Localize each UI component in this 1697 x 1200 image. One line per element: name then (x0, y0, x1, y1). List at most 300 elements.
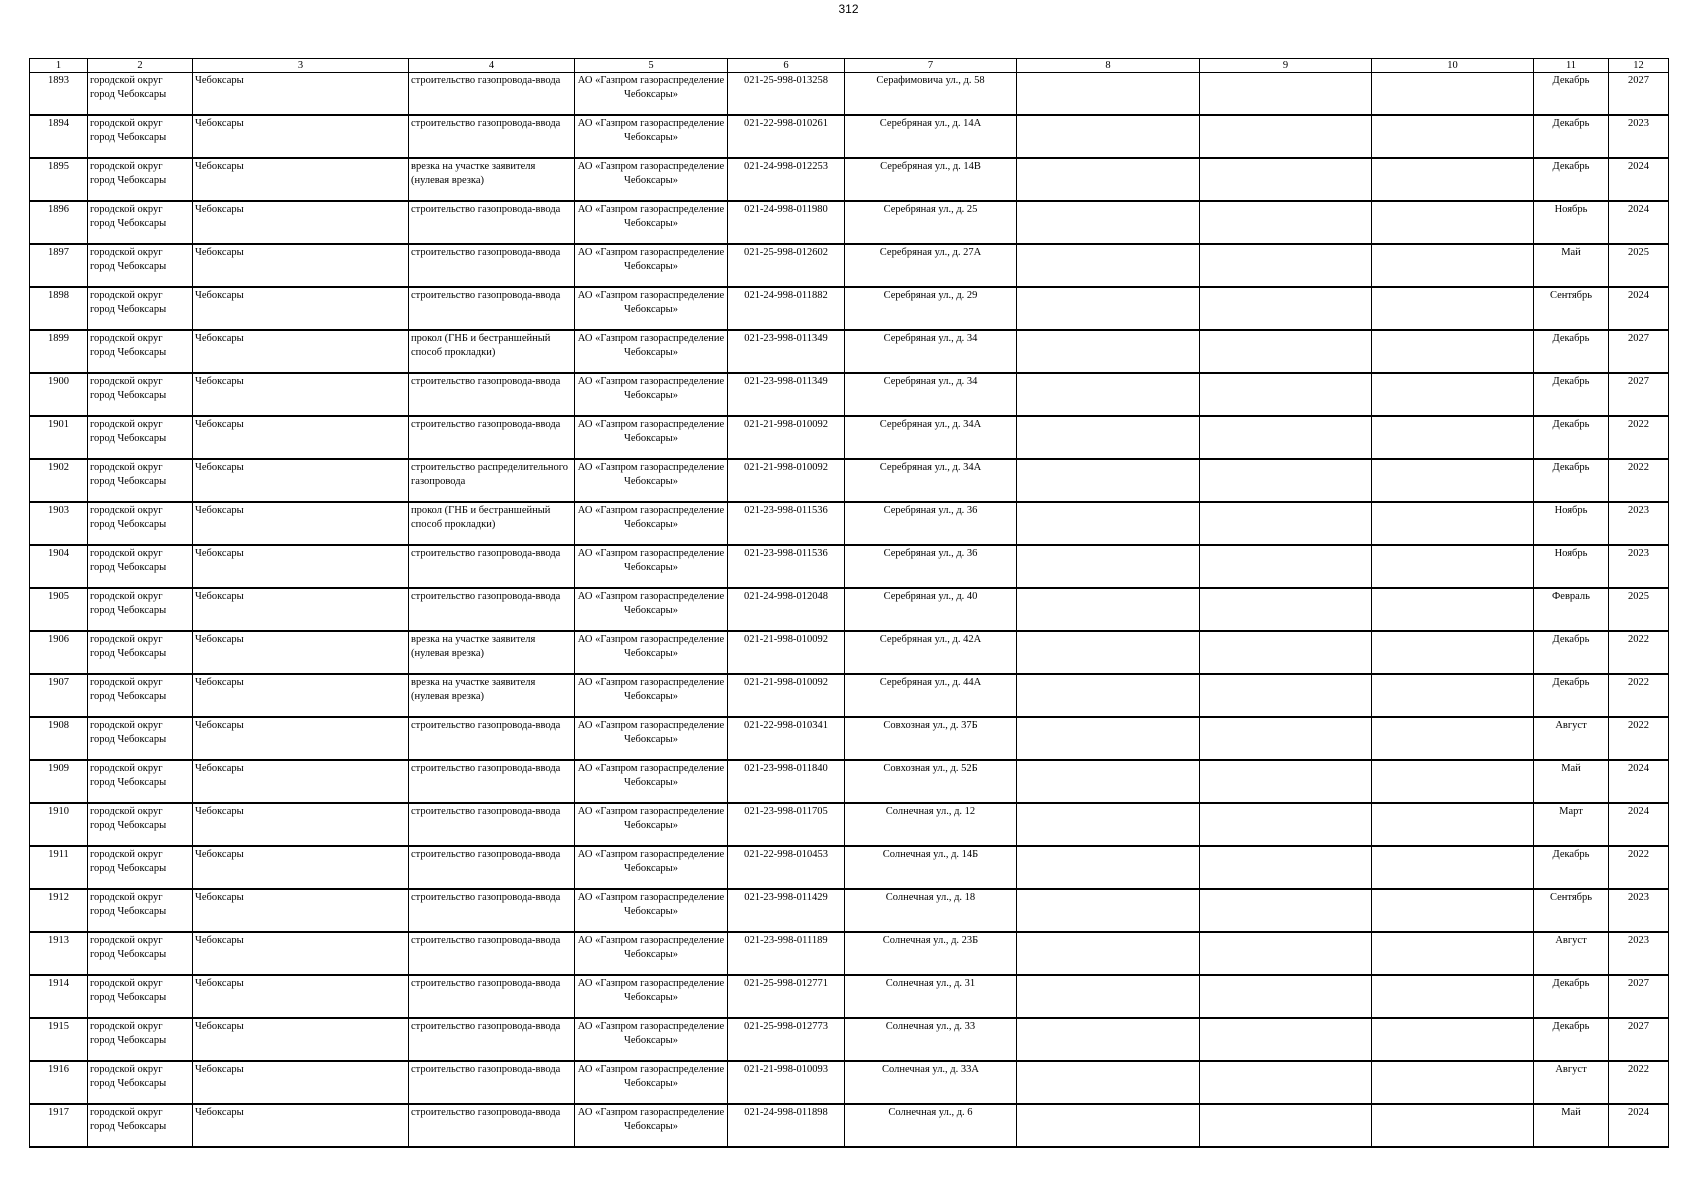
column-header-10: 10 (1372, 59, 1534, 73)
cell-number: 1911 (30, 846, 88, 889)
column-header-4: 4 (409, 59, 575, 73)
cell-address: Серебряная ул., д. 34А (845, 459, 1017, 502)
cell-column-9 (1200, 373, 1372, 416)
cell-work-type: строительство газопровода-ввода (409, 115, 575, 158)
cell-request-code: 021-25-998-012771 (728, 975, 845, 1018)
cell-request-code: 021-23-998-011536 (728, 545, 845, 588)
cell-column-10 (1372, 373, 1534, 416)
cell-organization: АО «Газпром газораспределение Чебоксары» (575, 545, 728, 588)
cell-month: Ноябрь (1534, 502, 1609, 545)
cell-work-type: строительство газопровода-ввода (409, 244, 575, 287)
cell-request-code: 021-25-998-012602 (728, 244, 845, 287)
cell-organization: АО «Газпром газораспределение Чебоксары» (575, 674, 728, 717)
cell-column-8 (1017, 889, 1200, 932)
cell-column-8 (1017, 1061, 1200, 1104)
cell-year: 2022 (1609, 459, 1669, 502)
cell-district: городской округ город Чебоксары (88, 631, 193, 674)
cell-address: Солнечная ул., д. 33А (845, 1061, 1017, 1104)
cell-organization: АО «Газпром газораспределение Чебоксары» (575, 459, 728, 502)
cell-district: городской округ город Чебоксары (88, 416, 193, 459)
column-header-1: 1 (30, 59, 88, 73)
cell-address: Серебряная ул., д. 29 (845, 287, 1017, 330)
cell-work-type: строительство газопровода-ввода (409, 201, 575, 244)
cell-locality: Чебоксары (193, 1061, 409, 1104)
cell-column-8 (1017, 975, 1200, 1018)
cell-month: Декабрь (1534, 846, 1609, 889)
cell-month: Февраль (1534, 588, 1609, 631)
cell-column-9 (1200, 1104, 1372, 1147)
cell-district: городской округ город Чебоксары (88, 1061, 193, 1104)
cell-district: городской округ город Чебоксары (88, 201, 193, 244)
cell-work-type: строительство газопровода-ввода (409, 846, 575, 889)
cell-column-8 (1017, 932, 1200, 975)
cell-column-8 (1017, 1018, 1200, 1061)
table-row (30, 932, 1669, 975)
cell-locality: Чебоксары (193, 846, 409, 889)
cell-work-type: врезка на участке заявителя (нулевая врезка) (409, 158, 575, 201)
cell-column-9 (1200, 244, 1372, 287)
table-row (30, 287, 1669, 330)
cell-locality: Чебоксары (193, 975, 409, 1018)
page-number: 312 (838, 2, 859, 16)
cell-year: 2027 (1609, 1018, 1669, 1061)
cell-address: Солнечная ул., д. 6 (845, 1104, 1017, 1147)
cell-request-code: 021-21-998-010092 (728, 459, 845, 502)
cell-column-9 (1200, 588, 1372, 631)
cell-month: Май (1534, 760, 1609, 803)
cell-locality: Чебоксары (193, 803, 409, 846)
cell-request-code: 021-24-998-011898 (728, 1104, 845, 1147)
cell-column-10 (1372, 330, 1534, 373)
cell-district: городской округ город Чебоксары (88, 760, 193, 803)
table-row (30, 158, 1669, 201)
cell-locality: Чебоксары (193, 115, 409, 158)
cell-column-10 (1372, 502, 1534, 545)
cell-column-8 (1017, 760, 1200, 803)
cell-column-9 (1200, 1018, 1372, 1061)
table-row (30, 244, 1669, 287)
cell-work-type: прокол (ГНБ и бестраншейный способ прокладки) (409, 330, 575, 373)
table-row (30, 201, 1669, 244)
cell-month: Ноябрь (1534, 545, 1609, 588)
cell-column-9 (1200, 631, 1372, 674)
cell-month: Август (1534, 932, 1609, 975)
cell-district: городской округ город Чебоксары (88, 115, 193, 158)
cell-district: городской округ город Чебоксары (88, 1104, 193, 1147)
table-row (30, 73, 1669, 116)
cell-column-9 (1200, 932, 1372, 975)
cell-column-9 (1200, 760, 1372, 803)
cell-column-9 (1200, 846, 1372, 889)
cell-column-10 (1372, 975, 1534, 1018)
cell-column-10 (1372, 760, 1534, 803)
cell-organization: АО «Газпром газораспределение Чебоксары» (575, 631, 728, 674)
cell-locality: Чебоксары (193, 674, 409, 717)
cell-year: 2024 (1609, 287, 1669, 330)
cell-district: городской округ город Чебоксары (88, 244, 193, 287)
cell-district: городской округ город Чебоксары (88, 717, 193, 760)
cell-month: Ноябрь (1534, 201, 1609, 244)
cell-locality: Чебоксары (193, 760, 409, 803)
cell-year: 2027 (1609, 73, 1669, 116)
cell-organization: АО «Газпром газораспределение Чебоксары» (575, 416, 728, 459)
cell-number: 1917 (30, 1104, 88, 1147)
cell-month: Август (1534, 1061, 1609, 1104)
cell-work-type: строительство газопровода-ввода (409, 416, 575, 459)
cell-locality: Чебоксары (193, 416, 409, 459)
table-row (30, 115, 1669, 158)
cell-column-10 (1372, 631, 1534, 674)
cell-organization: АО «Газпром газораспределение Чебоксары» (575, 932, 728, 975)
cell-request-code: 021-21-998-010092 (728, 631, 845, 674)
table-row (30, 1061, 1669, 1104)
cell-district: городской округ город Чебоксары (88, 975, 193, 1018)
cell-work-type: строительство распределительного газопровода (409, 459, 575, 502)
cell-column-8 (1017, 846, 1200, 889)
cell-column-10 (1372, 459, 1534, 502)
cell-column-10 (1372, 932, 1534, 975)
cell-work-type: строительство газопровода-ввода (409, 588, 575, 631)
cell-column-8 (1017, 416, 1200, 459)
cell-locality: Чебоксары (193, 588, 409, 631)
cell-work-type: строительство газопровода-ввода (409, 803, 575, 846)
table-row (30, 717, 1669, 760)
table-row (30, 846, 1669, 889)
cell-column-10 (1372, 1018, 1534, 1061)
column-header-8: 8 (1017, 59, 1200, 73)
cell-district: городской округ город Чебоксары (88, 1018, 193, 1061)
cell-column-8 (1017, 73, 1200, 116)
cell-column-10 (1372, 545, 1534, 588)
cell-locality: Чебоксары (193, 502, 409, 545)
column-header-2: 2 (88, 59, 193, 73)
cell-column-10 (1372, 201, 1534, 244)
cell-address: Солнечная ул., д. 18 (845, 889, 1017, 932)
cell-district: городской округ город Чебоксары (88, 588, 193, 631)
cell-organization: АО «Газпром газораспределение Чебоксары» (575, 115, 728, 158)
cell-organization: АО «Газпром газораспределение Чебоксары» (575, 1061, 728, 1104)
cell-work-type: строительство газопровода-ввода (409, 1018, 575, 1061)
cell-month: Декабрь (1534, 1018, 1609, 1061)
cell-request-code: 021-25-998-012773 (728, 1018, 845, 1061)
cell-organization: АО «Газпром газораспределение Чебоксары» (575, 588, 728, 631)
cell-column-9 (1200, 1061, 1372, 1104)
cell-year: 2024 (1609, 803, 1669, 846)
cell-locality: Чебоксары (193, 631, 409, 674)
table-row (30, 631, 1669, 674)
cell-column-8 (1017, 330, 1200, 373)
cell-request-code: 021-23-998-011349 (728, 330, 845, 373)
cell-column-8 (1017, 115, 1200, 158)
cell-locality: Чебоксары (193, 889, 409, 932)
cell-column-10 (1372, 588, 1534, 631)
cell-request-code: 021-24-998-012048 (728, 588, 845, 631)
cell-column-9 (1200, 73, 1372, 116)
cell-number: 1897 (30, 244, 88, 287)
cell-column-9 (1200, 158, 1372, 201)
cell-number: 1905 (30, 588, 88, 631)
cell-month: Декабрь (1534, 330, 1609, 373)
cell-column-9 (1200, 975, 1372, 1018)
cell-year: 2022 (1609, 631, 1669, 674)
table-row (30, 803, 1669, 846)
cell-district: городской округ город Чебоксары (88, 803, 193, 846)
cell-work-type: строительство газопровода-ввода (409, 932, 575, 975)
cell-locality: Чебоксары (193, 330, 409, 373)
cell-number: 1909 (30, 760, 88, 803)
cell-year: 2022 (1609, 416, 1669, 459)
cell-number: 1903 (30, 502, 88, 545)
column-header-6: 6 (728, 59, 845, 73)
cell-column-9 (1200, 502, 1372, 545)
cell-year: 2027 (1609, 330, 1669, 373)
column-header-12: 12 (1609, 59, 1669, 73)
cell-year: 2024 (1609, 760, 1669, 803)
cell-column-10 (1372, 158, 1534, 201)
cell-month: Май (1534, 244, 1609, 287)
cell-locality: Чебоксары (193, 244, 409, 287)
cell-locality: Чебоксары (193, 73, 409, 116)
cell-locality: Чебоксары (193, 287, 409, 330)
cell-year: 2027 (1609, 975, 1669, 1018)
cell-district: городской округ город Чебоксары (88, 889, 193, 932)
cell-locality: Чебоксары (193, 545, 409, 588)
cell-year: 2025 (1609, 588, 1669, 631)
cell-column-8 (1017, 502, 1200, 545)
cell-locality: Чебоксары (193, 201, 409, 244)
cell-column-9 (1200, 459, 1372, 502)
cell-locality: Чебоксары (193, 717, 409, 760)
cell-work-type: строительство газопровода-ввода (409, 1061, 575, 1104)
cell-district: городской округ город Чебоксары (88, 459, 193, 502)
cell-column-10 (1372, 1104, 1534, 1147)
cell-number: 1916 (30, 1061, 88, 1104)
cell-request-code: 021-22-998-010341 (728, 717, 845, 760)
table-row (30, 588, 1669, 631)
cell-month: Декабрь (1534, 975, 1609, 1018)
cell-month: Декабрь (1534, 459, 1609, 502)
cell-column-9 (1200, 889, 1372, 932)
cell-request-code: 021-22-998-010453 (728, 846, 845, 889)
table-row (30, 1018, 1669, 1061)
cell-year: 2022 (1609, 674, 1669, 717)
cell-column-10 (1372, 1061, 1534, 1104)
table-row (30, 1104, 1669, 1147)
cell-column-9 (1200, 674, 1372, 717)
cell-number: 1901 (30, 416, 88, 459)
cell-request-code: 021-25-998-013258 (728, 73, 845, 116)
cell-district: городской округ город Чебоксары (88, 287, 193, 330)
table-row (30, 502, 1669, 545)
cell-number: 1893 (30, 73, 88, 116)
header-row (30, 59, 1669, 73)
table-row (30, 416, 1669, 459)
cell-work-type: строительство газопровода-ввода (409, 760, 575, 803)
cell-month: Сентябрь (1534, 889, 1609, 932)
cell-organization: АО «Газпром газораспределение Чебоксары» (575, 244, 728, 287)
cell-work-type: строительство газопровода-ввода (409, 373, 575, 416)
cell-month: Декабрь (1534, 73, 1609, 116)
cell-column-10 (1372, 889, 1534, 932)
table-row (30, 373, 1669, 416)
table-row (30, 459, 1669, 502)
cell-year: 2024 (1609, 1104, 1669, 1147)
cell-organization: АО «Газпром газораспределение Чебоксары» (575, 889, 728, 932)
cell-column-8 (1017, 545, 1200, 588)
cell-number: 1904 (30, 545, 88, 588)
cell-year: 2023 (1609, 932, 1669, 975)
cell-year: 2022 (1609, 846, 1669, 889)
cell-column-8 (1017, 631, 1200, 674)
cell-month: Декабрь (1534, 416, 1609, 459)
table-row (30, 975, 1669, 1018)
table-row (30, 674, 1669, 717)
column-header-3: 3 (193, 59, 409, 73)
cell-column-8 (1017, 459, 1200, 502)
table-row (30, 545, 1669, 588)
cell-work-type: строительство газопровода-ввода (409, 975, 575, 1018)
cell-organization: АО «Газпром газораспределение Чебоксары» (575, 373, 728, 416)
cell-address: Солнечная ул., д. 14Б (845, 846, 1017, 889)
cell-number: 1907 (30, 674, 88, 717)
cell-year: 2023 (1609, 889, 1669, 932)
table-row (30, 760, 1669, 803)
cell-organization: АО «Газпром газораспределение Чебоксары» (575, 502, 728, 545)
cell-locality: Чебоксары (193, 459, 409, 502)
cell-year: 2023 (1609, 502, 1669, 545)
cell-column-10 (1372, 244, 1534, 287)
cell-district: городской округ город Чебоксары (88, 373, 193, 416)
cell-organization: АО «Газпром газораспределение Чебоксары» (575, 1104, 728, 1147)
cell-request-code: 021-23-998-011840 (728, 760, 845, 803)
cell-work-type: строительство газопровода-ввода (409, 1104, 575, 1147)
cell-month: Декабрь (1534, 115, 1609, 158)
cell-address: Серебряная ул., д. 27А (845, 244, 1017, 287)
cell-address: Совхозная ул., д. 52Б (845, 760, 1017, 803)
cell-organization: АО «Газпром газораспределение Чебоксары» (575, 717, 728, 760)
cell-work-type: строительство газопровода-ввода (409, 545, 575, 588)
cell-number: 1898 (30, 287, 88, 330)
cell-organization: АО «Газпром газораспределение Чебоксары» (575, 287, 728, 330)
cell-column-10 (1372, 803, 1534, 846)
cell-column-8 (1017, 588, 1200, 631)
cell-column-9 (1200, 717, 1372, 760)
register-table (29, 58, 1669, 1148)
cell-column-8 (1017, 1104, 1200, 1147)
cell-work-type: строительство газопровода-ввода (409, 717, 575, 760)
cell-column-9 (1200, 545, 1372, 588)
cell-work-type: строительство газопровода-ввода (409, 73, 575, 116)
cell-year: 2027 (1609, 373, 1669, 416)
cell-month: Декабрь (1534, 373, 1609, 416)
cell-number: 1902 (30, 459, 88, 502)
cell-number: 1906 (30, 631, 88, 674)
cell-number: 1910 (30, 803, 88, 846)
cell-number: 1913 (30, 932, 88, 975)
cell-organization: АО «Газпром газораспределение Чебоксары» (575, 73, 728, 116)
cell-month: Май (1534, 1104, 1609, 1147)
cell-column-9 (1200, 803, 1372, 846)
cell-organization: АО «Газпром газораспределение Чебоксары» (575, 1018, 728, 1061)
cell-district: городской округ город Чебоксары (88, 330, 193, 373)
cell-month: Август (1534, 717, 1609, 760)
cell-number: 1895 (30, 158, 88, 201)
cell-column-10 (1372, 73, 1534, 116)
cell-work-type: прокол (ГНБ и бестраншейный способ прокладки) (409, 502, 575, 545)
cell-column-9 (1200, 287, 1372, 330)
cell-work-type: врезка на участке заявителя (нулевая врезка) (409, 674, 575, 717)
cell-number: 1914 (30, 975, 88, 1018)
cell-request-code: 021-23-998-011536 (728, 502, 845, 545)
cell-month: Сентябрь (1534, 287, 1609, 330)
cell-request-code: 021-24-998-011980 (728, 201, 845, 244)
cell-year: 2024 (1609, 201, 1669, 244)
cell-district: городской округ город Чебоксары (88, 73, 193, 116)
cell-address: Серебряная ул., д. 14В (845, 158, 1017, 201)
cell-address: Серебряная ул., д. 36 (845, 545, 1017, 588)
cell-district: городской округ город Чебоксары (88, 846, 193, 889)
cell-column-8 (1017, 674, 1200, 717)
cell-address: Серебряная ул., д. 34 (845, 330, 1017, 373)
cell-locality: Чебоксары (193, 932, 409, 975)
cell-column-10 (1372, 717, 1534, 760)
cell-year: 2023 (1609, 115, 1669, 158)
cell-column-8 (1017, 717, 1200, 760)
cell-number: 1899 (30, 330, 88, 373)
cell-number: 1900 (30, 373, 88, 416)
cell-column-8 (1017, 373, 1200, 416)
cell-column-8 (1017, 803, 1200, 846)
cell-request-code: 021-23-998-011349 (728, 373, 845, 416)
cell-number: 1912 (30, 889, 88, 932)
cell-number: 1894 (30, 115, 88, 158)
column-header-7: 7 (845, 59, 1017, 73)
table-body (30, 73, 1669, 1148)
cell-year: 2024 (1609, 158, 1669, 201)
cell-organization: АО «Газпром газораспределение Чебоксары» (575, 803, 728, 846)
cell-district: городской округ город Чебоксары (88, 932, 193, 975)
cell-month: Декабрь (1534, 674, 1609, 717)
cell-number: 1908 (30, 717, 88, 760)
cell-address: Серебряная ул., д. 44А (845, 674, 1017, 717)
cell-address: Серебряная ул., д. 25 (845, 201, 1017, 244)
cell-month: Декабрь (1534, 158, 1609, 201)
cell-address: Солнечная ул., д. 33 (845, 1018, 1017, 1061)
cell-column-9 (1200, 201, 1372, 244)
cell-request-code: 021-24-998-011882 (728, 287, 845, 330)
cell-address: Серебряная ул., д. 42А (845, 631, 1017, 674)
cell-address: Серебряная ул., д. 14А (845, 115, 1017, 158)
cell-number: 1896 (30, 201, 88, 244)
cell-address: Серебряная ул., д. 36 (845, 502, 1017, 545)
cell-locality: Чебоксары (193, 1104, 409, 1147)
cell-year: 2022 (1609, 717, 1669, 760)
cell-month: Декабрь (1534, 631, 1609, 674)
cell-column-10 (1372, 287, 1534, 330)
cell-column-8 (1017, 287, 1200, 330)
cell-address: Солнечная ул., д. 31 (845, 975, 1017, 1018)
cell-month: Март (1534, 803, 1609, 846)
column-header-9: 9 (1200, 59, 1372, 73)
cell-column-10 (1372, 416, 1534, 459)
cell-column-10 (1372, 115, 1534, 158)
cell-request-code: 021-21-998-010092 (728, 416, 845, 459)
cell-address: Серебряная ул., д. 34А (845, 416, 1017, 459)
cell-request-code: 021-23-998-011189 (728, 932, 845, 975)
cell-year: 2022 (1609, 1061, 1669, 1104)
table-row (30, 889, 1669, 932)
cell-request-code: 021-24-998-012253 (728, 158, 845, 201)
